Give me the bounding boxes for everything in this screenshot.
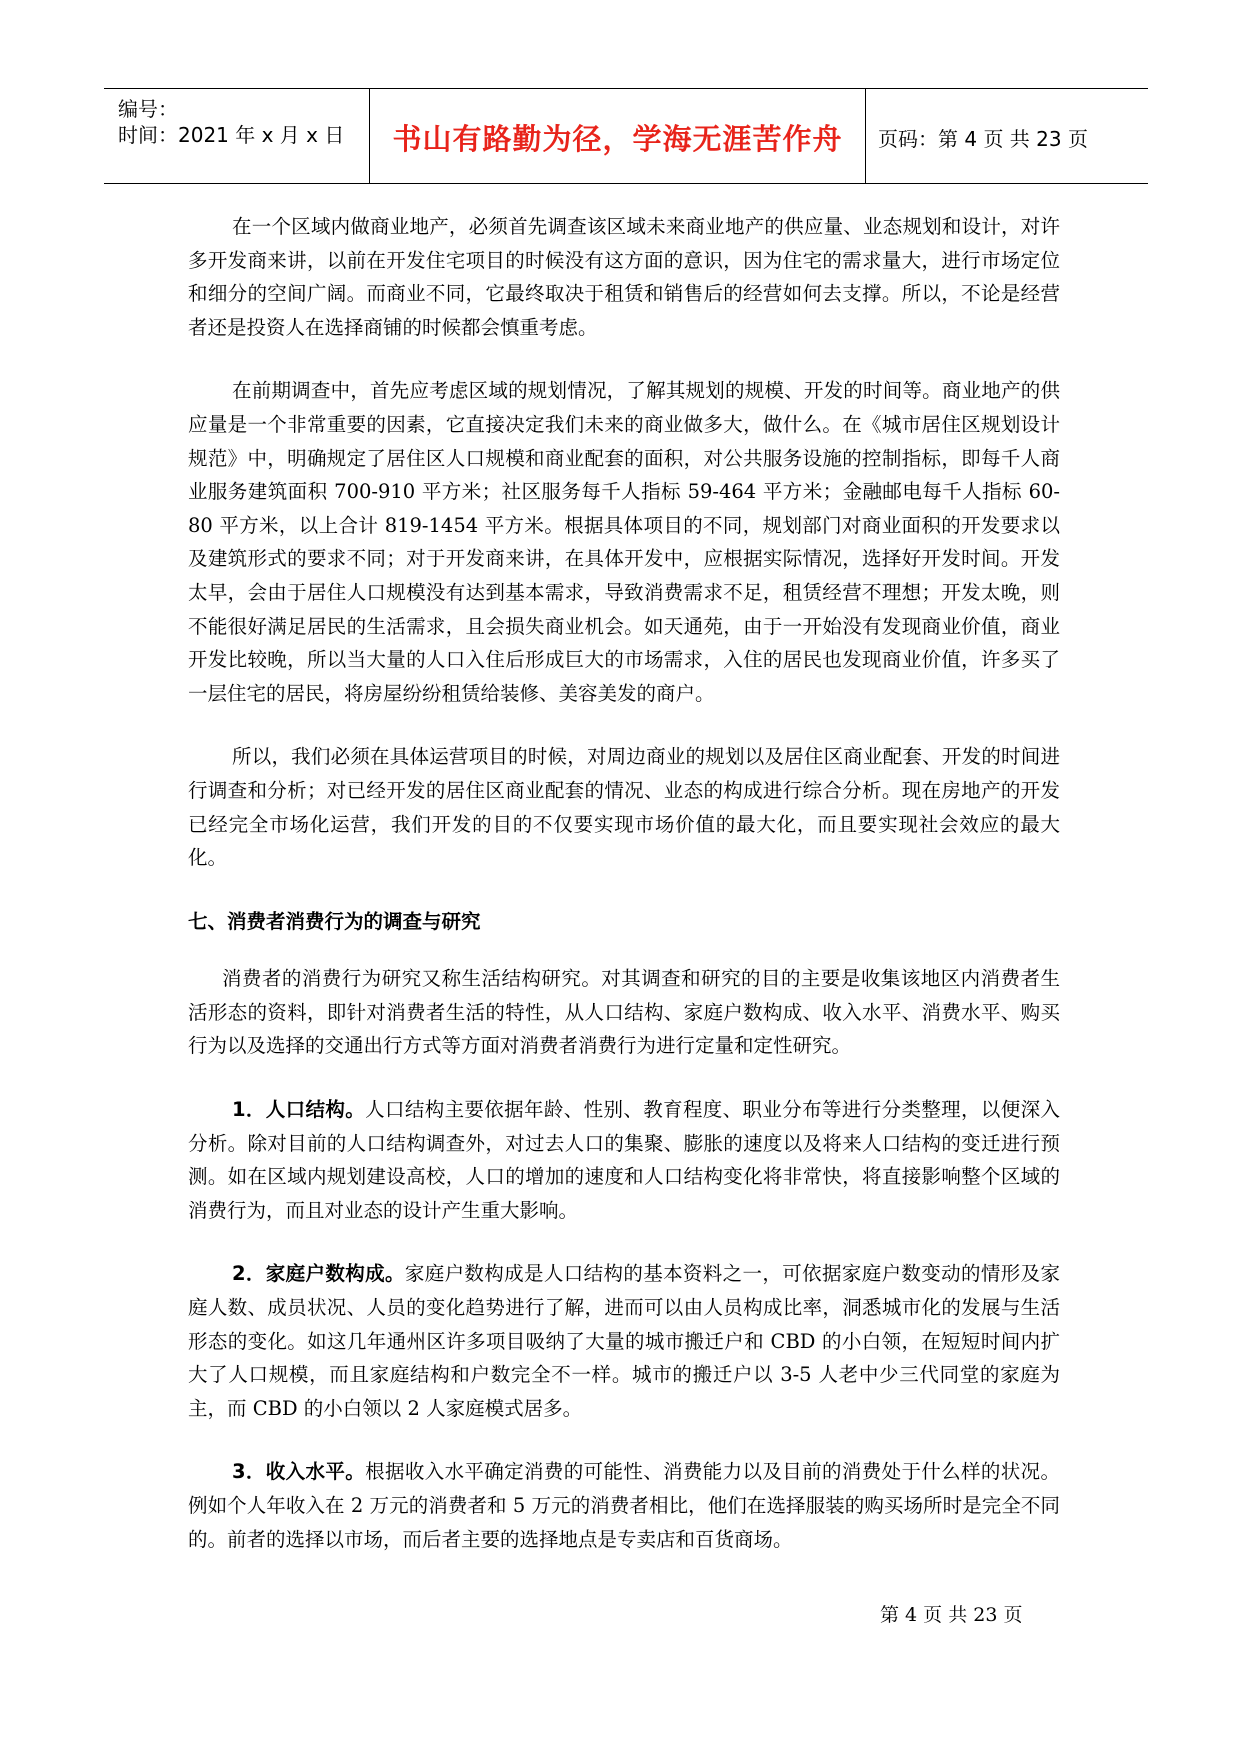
paragraph: 所以，我们必须在具体运营项目的时候，对周边商业的规划以及居住区商业配套、开发的时间进行调查和分析；对已经开发的居住区商业配套的情况、业态的构成进行综合分析。现在房地产的开发已经完全市场化运营，我们开发的目的不仅要实现市场价值的最大化，而且要实现社会效应的最大化。 xyxy=(188,745,1060,870)
list-item xyxy=(188,1257,1060,1425)
list-item-lead: 3．收入水平。 xyxy=(232,1460,366,1484)
header-page-number: 页码：第 4 页 共 23 页 xyxy=(878,127,1088,151)
paragraph: 消费者的消费行为研究又称生活结构研究。对其调查和研究的目的主要是收集该地区内消费者生活形态的资料，即针对消费者生活的特性，从人口结构、家庭户数构成、收入水平、消费水平、购买行为以及选择的交通出行方式等方面对消费者消费行为进行定量和定性研究。 xyxy=(188,967,1060,1058)
list-item-text: 根据收入水平确定消费的可能性、消费能力以及目前的消费处于什么样的状况。例如个人年收入在 2 万元的消费者和 5 万元的消费者相比，他们在选择服装的购买场所时是完全不同的。前者的选择以市场，而后者主要的选择地点是专卖店和百货商场。 xyxy=(188,1460,1060,1551)
list-item xyxy=(188,1093,1060,1227)
document-header xyxy=(104,88,1148,184)
list-item-lead: 2．家庭户数构成。 xyxy=(232,1262,405,1286)
paragraph: 在前期调查中，首先应考虑区域的规划情况，了解其规划的规模、开发的时间等。商业地产的供应量是一个非常重要的因素，它直接决定我们未来的商业做多大，做什么。在《城市居住区规划设计规范》中，明确规定了居住区人口规模和商业配套的面积，对公共服务设施的控制指标，即每千人商业服务建筑面积 700-910 平方米；社区服务每千人指标 59-464 平方米；金融邮电每千人指标 60-80 平方米，以上合计 819-1454 平方米。根据具体项目的不同，规划部门对商业面积的开发要求以及建筑形式的要求不同；对于开发商来讲，在具体开发中，应根据实际情况，选择好开发时间。开发太早，会由于居住人口规模没有达到基本需求，导致消费需求不足，租赁经营不理想；开发太晚，则不能很好满足居民的生活需求，且会损失商业机会。如天通苑，由于一开始没有发现商业价值，商业开发比较晚，所以当大量的人口入住后形成巨大的市场需求，入住的居民也发现商业价值，许多买了一层住宅的居民，将房屋纷纷租赁给装修、美容美发的商户。 xyxy=(188,379,1060,705)
header-meta-cell xyxy=(104,89,368,183)
date-label: 时间：2021 年 x 月 x 日 xyxy=(118,123,345,147)
list-item-text: 家庭户数构成是人口结构的基本资料之一，可依据家庭户数变动的情形及家庭人数、成员状况、人员的变化趋势进行了解，进而可以由人员构成比率，洞悉城市化的发展与生活形态的变化。如这几年通州区许多项目吸纳了大量的城市搬迁户和 CBD 的小白领，在短短时间内扩大了人口规模，而且家庭结构和户数完全不一样。城市的搬迁户以 3-5 人老中少三代同堂的家庭为主，而 CBD 的小白领以 2 人家庭模式居多。 xyxy=(188,1262,1060,1420)
header-motto-cell xyxy=(369,89,866,183)
footer-page-number: 第 4 页 共 23 页 xyxy=(880,1604,1023,1626)
paragraph: 在一个区域内做商业地产，必须首先调查该区域未来商业地产的供应量、业态规划和设计，对许多开发商来讲，以前在开发住宅项目的时候没有这方面的意识，因为住宅的需求量大，进行市场定位和细分的空间广阔。而商业不同，它最终取决于租赁和销售后的经营如何去支撑。所以，不论是经营者还是投资人在选择商铺的时候都会慎重考虑。 xyxy=(188,215,1060,339)
document-body xyxy=(188,210,1060,1556)
header-page-cell xyxy=(866,89,1148,183)
list-item xyxy=(188,1455,1060,1556)
serial-number-label: 编号： xyxy=(118,97,178,121)
motto-text: 书山有路勤为径，学海无涯苦作舟 xyxy=(392,122,843,156)
list-item-lead: 1．人口结构。 xyxy=(232,1098,366,1122)
list-item-text: 人口结构主要依据年龄、性别、教育程度、职业分布等进行分类整理，以便深入分析。除对目前的人口结构调查外，对过去人口的集聚、膨胀的速度以及将来人口结构的变迁进行预测。如在区域内规划建设高校，人口的增加的速度和人口结构变化将非常快，将直接影响整个区域的消费行为，而且对业态的设计产生重大影响。 xyxy=(188,1098,1060,1222)
section-heading: 七、消费者消费行为的调查与研究 xyxy=(188,909,481,933)
